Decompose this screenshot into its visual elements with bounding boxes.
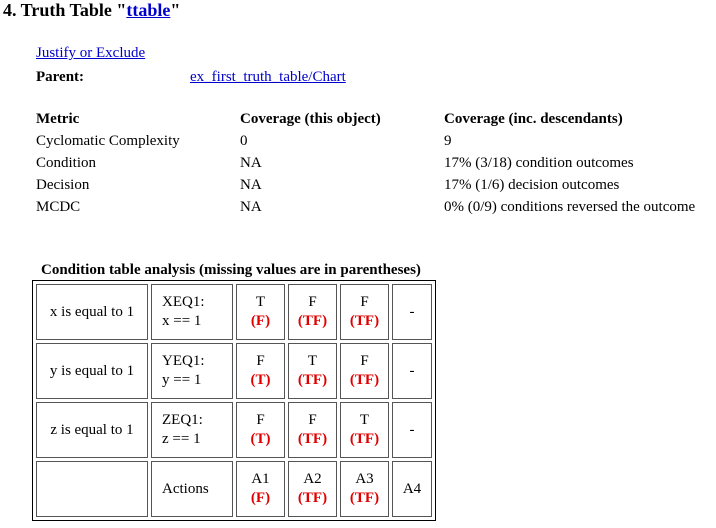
predicate-name: XEQ1: (162, 294, 205, 310)
predicate-name: YEQ1: (162, 353, 205, 369)
metric-this-object: NA (240, 155, 262, 171)
metric-inc-descendants: 9 (444, 133, 452, 149)
missing-value: (TF) (349, 313, 380, 329)
missing-value: (T) (250, 431, 271, 447)
decision-cell (236, 343, 285, 399)
missing-value: (TF) (349, 490, 380, 506)
missing-value: (TF) (297, 372, 328, 388)
default-cell: - (392, 343, 432, 399)
action-value: A1 (251, 471, 270, 487)
heading-suffix: " (170, 0, 181, 20)
missing-value: (TF) (297, 431, 328, 447)
decision-cell (236, 284, 285, 340)
decision-cell (288, 343, 337, 399)
missing-value: (F) (250, 313, 271, 329)
decision-cell (288, 402, 337, 458)
metric-header: Metric (36, 111, 80, 127)
metric-name: Decision (36, 177, 90, 193)
predicate-name: ZEQ1: (162, 412, 203, 428)
metric-inc-descendants: 0% (0/9) conditions reversed the outcome (444, 199, 696, 215)
condition-table (32, 280, 436, 521)
condition-description: z is equal to 1 (36, 402, 148, 458)
cell-value: T (255, 294, 266, 310)
parent-label: Parent: (36, 69, 85, 85)
predicate-expression: y == 1 (162, 372, 202, 388)
missing-value: (TF) (349, 372, 380, 388)
missing-value: (F) (250, 490, 271, 506)
cell-value: T (307, 353, 318, 369)
condition-description: y is equal to 1 (36, 343, 148, 399)
cell-value: F (360, 353, 369, 369)
action-value: A2 (303, 471, 322, 487)
metric-this-object: NA (240, 199, 262, 215)
decision-cell (340, 402, 389, 458)
empty-cell (36, 461, 148, 517)
decision-cell (288, 284, 337, 340)
section-heading (3, 0, 180, 21)
default-cell: - (392, 284, 432, 340)
missing-value: (TF) (349, 431, 380, 447)
heading-prefix: 4. Truth Table " (3, 0, 127, 20)
cell-value: F (256, 353, 265, 369)
predicate-expression: z == 1 (162, 431, 201, 447)
decision-cell (340, 343, 389, 399)
condition-table-caption: Condition table analysis (missing values are in parentheses) (41, 262, 421, 278)
condition-row (36, 402, 432, 458)
action-cell (288, 461, 337, 517)
metric-name: Cyclomatic Complexity (36, 133, 180, 149)
metric-this-object: 0 (240, 133, 248, 149)
coverage-this-object-header: Coverage (this object) (240, 111, 381, 127)
predicate-cell (151, 284, 233, 340)
predicate-expression: x == 1 (162, 313, 202, 329)
decision-cell (236, 402, 285, 458)
default-cell: - (392, 402, 432, 458)
missing-value: (TF) (297, 313, 328, 329)
cell-value: F (308, 412, 317, 428)
action-cell (236, 461, 285, 517)
metric-name: MCDC (36, 199, 81, 215)
predicate-cell (151, 402, 233, 458)
actions-row (36, 461, 432, 517)
metric-name: Condition (36, 155, 97, 171)
actions-label: Actions (151, 461, 233, 517)
missing-value: (T) (250, 372, 271, 388)
decision-cell (340, 284, 389, 340)
cell-value: F (360, 294, 369, 310)
cell-value: F (308, 294, 317, 310)
condition-row (36, 343, 432, 399)
condition-description: x is equal to 1 (36, 284, 148, 340)
metric-this-object: NA (240, 177, 262, 193)
action-cell (340, 461, 389, 517)
action-value: A3 (355, 471, 374, 487)
cell-value: F (256, 412, 265, 428)
coverage-inc-descendants-header: Coverage (inc. descendants) (444, 111, 623, 127)
default-action-cell: A4 (392, 461, 432, 517)
metric-inc-descendants: 17% (1/6) decision outcomes (444, 177, 620, 193)
predicate-cell (151, 343, 233, 399)
parent-link[interactable]: ex_first_truth_table/Chart (190, 69, 346, 85)
condition-row (36, 284, 432, 340)
ttable-link[interactable]: ttable (126, 0, 171, 20)
cell-value: T (359, 412, 370, 428)
metric-inc-descendants: 17% (3/18) condition outcomes (444, 155, 634, 171)
justify-or-exclude-link[interactable]: Justify or Exclude (36, 45, 146, 61)
missing-value: (TF) (297, 490, 328, 506)
